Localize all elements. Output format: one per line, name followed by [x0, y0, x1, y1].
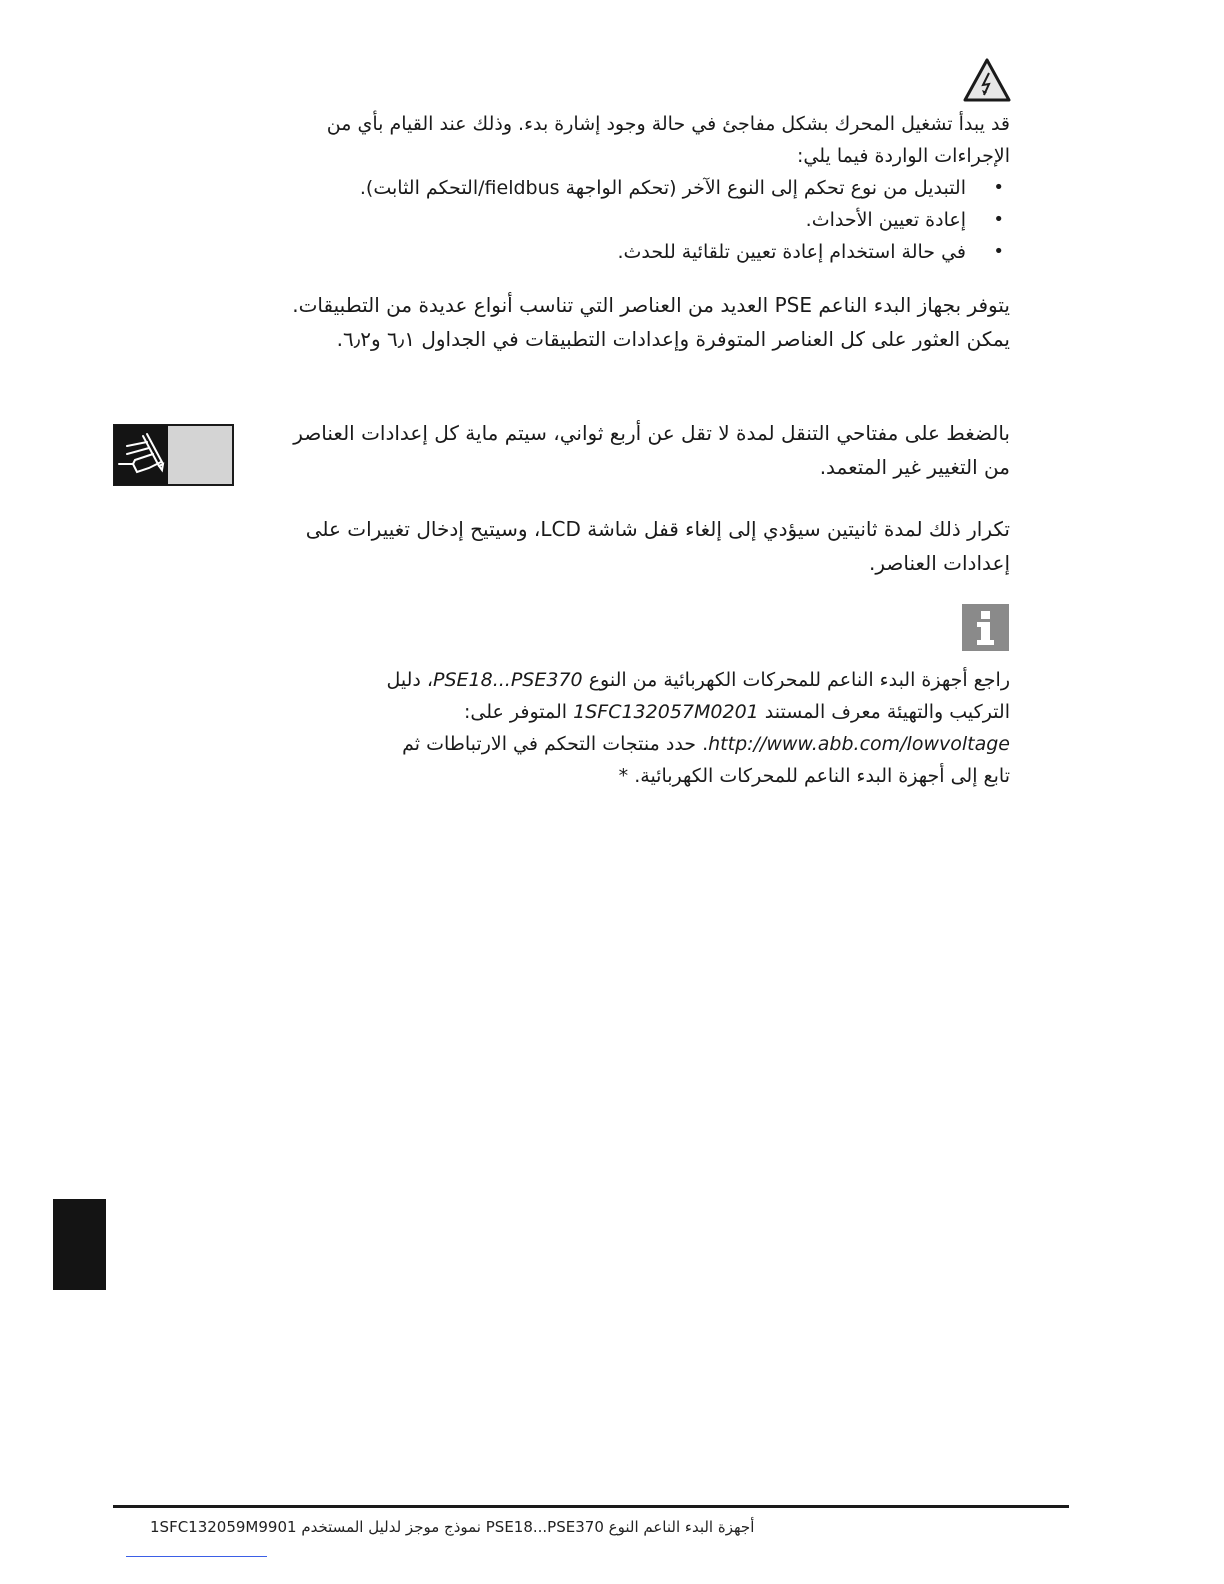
warning-bullet-list: [280, 172, 1010, 268]
warning-section: [280, 108, 1010, 268]
bullet-item: • التبديل من نوع تحكم إلى النوع الآخر (تحكم الواجهة fieldbus/التحكم الثابت).: [280, 172, 966, 204]
note-paragraph-2: [280, 512, 1010, 580]
footer-divider: [113, 1505, 1069, 1508]
bullet-item: • في حالة استخدام إعادة تعيين تلقائية للحدث.: [280, 236, 966, 268]
chapter-tab: [53, 1199, 106, 1290]
bullet-item: • إعادة تعيين الأحداث.: [280, 204, 966, 236]
footer-text: أجهزة البدء الناعم النوع PSE18...PSE370 نموذج موجز لدليل المستخدم 1SFC132059M9901: [150, 1518, 755, 1536]
warning-line-2: الإجراءات الواردة فيما يلي:: [797, 145, 1010, 167]
electric-hazard-icon: [962, 57, 1012, 103]
note-p2-line-1: تكرار ذلك لمدة ثانيتين سيؤدي إلى إلغاء قفل شاشة LCD، وسيتيح إدخال تغييرات على: [305, 517, 1010, 541]
pse-elements-paragraph: [260, 288, 1010, 356]
info-paragraph: راجع أجهزة البدء الناعم للمحركات الكهربائية من النوع PSE18...PSE370، دليل التركيب والتهيئة معرف المستند 1SFC132057M0201 المتوفر على: http://www.abb.com/lowvoltage. حدد منتجات التحكم في الارتباطات ثم تابع إلى أجهزة البدء الناعم للمحركات الكهربائية. *: [386, 669, 1010, 787]
info-icon: [962, 604, 1009, 651]
pse-line-1: يتوفر بجهاز البدء الناعم PSE العديد من العناصر التي تناسب أنواع عديدة من التطبيقات.: [292, 293, 1010, 317]
warning-line-1: قد يبدأ تشغيل المحرك بشكل مفاجئ في حالة وجود إشارة بدء. وذلك عند القيام بأي من: [326, 113, 1010, 135]
link-underline: [126, 1556, 267, 1557]
hand-note-icon: [113, 424, 234, 486]
note-p1-line-2: من التغيير غير المتعمد.: [819, 455, 1010, 479]
abb-link[interactable]: http://www.abb.com/lowvoltage: [708, 733, 1010, 755]
pse-line-2: يمكن العثور على كل العناصر المتوفرة وإعدادات التطبيقات في الجداول ٦٫١ و٦٫٢.: [336, 327, 1010, 351]
note-p2-line-2: إعدادات العناصر.: [869, 551, 1010, 575]
note-p1-line-1: بالضغط على مفتاحي التنقل لمدة لا تقل عن أربع ثواني، سيتم ماية كل إعدادات العناصر: [293, 421, 1010, 445]
note-paragraph-1: [280, 416, 1010, 484]
